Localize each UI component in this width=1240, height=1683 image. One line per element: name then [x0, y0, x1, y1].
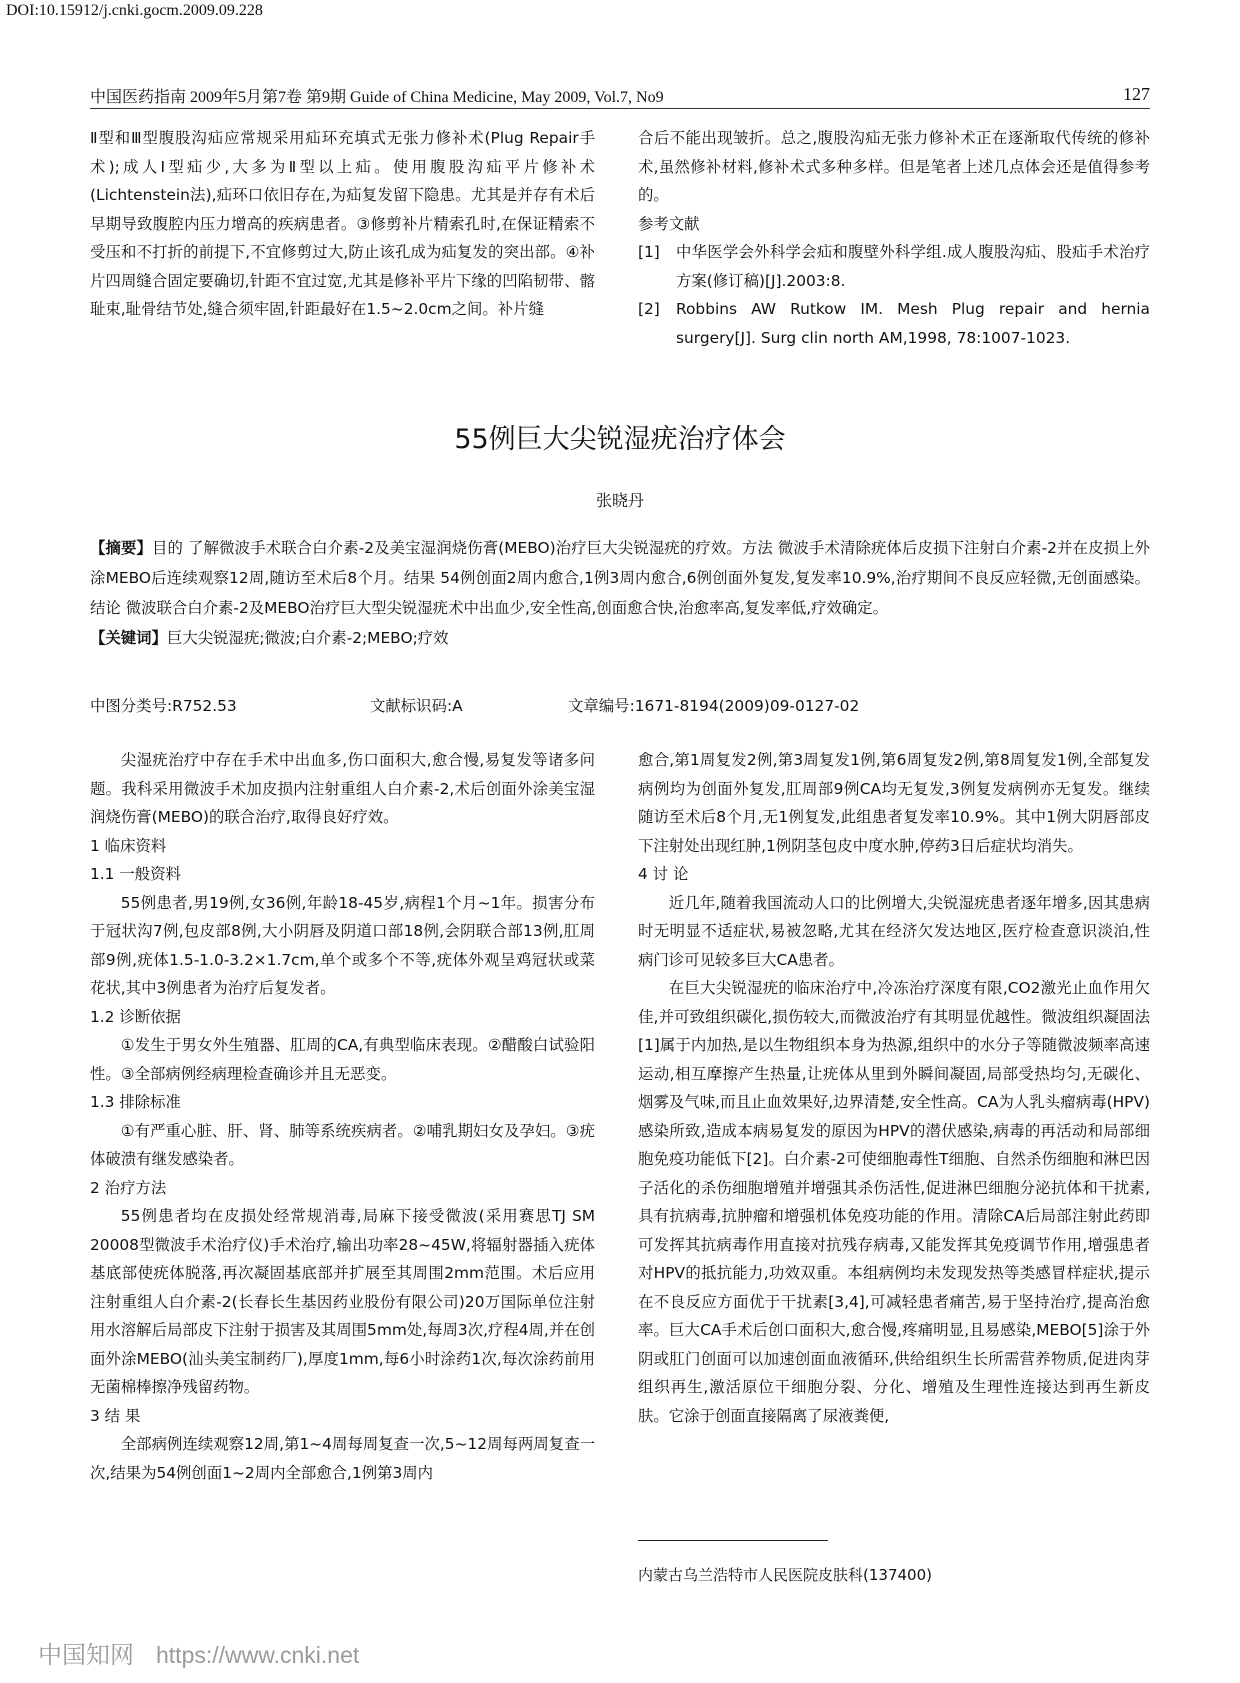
keywords — [90, 623, 1150, 653]
abstract-label: 【摘要】 — [90, 539, 153, 557]
reference-item — [638, 295, 1150, 352]
body-right-column — [638, 746, 1150, 1430]
previous-article-left-column — [90, 124, 595, 324]
abstract-text: 目的 了解微波手术联合白介素-2及美宝湿润烧伤膏(MEBO)治疗巨大尖锐湿疣的疗效。方法 微波手术清除疣体后皮损下注射白介素-2并在皮损上外涂MEBO后连续观察12周,随访至术后8个月。结果 54例创面2周内愈合,1例3周内愈合,6例创面外复发,复发率10.9%,治疗期间不良反应轻微,无创面感染。结论 微波联合白介素-2及MEBO治疗巨大型尖锐湿疣术中出血少,安全性高,创面愈合快,治愈率高,复发率低,疗效确定。 — [90, 539, 1150, 617]
clc-number: 中图分类号:R752.53 — [90, 697, 237, 715]
section-heading: 3 结 果 — [90, 1406, 141, 1425]
reference-text: Robbins AW Rutkow IM. Mesh Plug repair and hernia surgery[J]. Surg clin north AM,1998, 78:1007-1023. — [676, 300, 1150, 347]
section-heading: 1.2 诊断依据 — [90, 1007, 181, 1026]
section-heading: 2 治疗方法 — [90, 1178, 167, 1197]
previous-article-conclusion: 合后不能出现皱折。总之,腹股沟疝无张力修补术正在逐渐取代传统的修补术,虽然修补材料,修补术式多种多样。但是笔者上述几点体会还是值得参考的。 — [638, 129, 1150, 204]
abstract — [90, 533, 1150, 623]
reference-item — [638, 238, 1150, 295]
document-code: 文献标识码:A — [370, 697, 463, 715]
journal-citation: 中国医药指南 2009年5月第7卷 第9期 Guide of China Medicine, May 2009, Vol.7, No9 — [90, 89, 664, 106]
watermark-url: https://www.cnki.net — [156, 1642, 360, 1668]
reference-number: [2] — [638, 300, 660, 318]
section-heading: 1.1 一般资料 — [90, 865, 181, 883]
body-left-column — [90, 746, 595, 1487]
abstract-block — [90, 533, 1150, 653]
author-affiliation: 内蒙古乌兰浩特市人民医院皮肤科(137400) — [638, 1566, 932, 1584]
section-heading: 1 临床资料 — [90, 836, 167, 855]
section-heading: 1.3 排除标准 — [90, 1093, 181, 1111]
section-heading: 4 讨 论 — [638, 865, 689, 883]
header-rule — [90, 108, 1150, 109]
keywords-text: 巨大尖锐湿疣;微波;白介素-2;MEBO;疗效 — [166, 629, 449, 647]
body-paragraph: 近几年,随着我国流动人口的比例增大,尖锐湿疣患者逐年增多,因其患病时无明显不适症状,易被忽略,尤其在经济欠发达地区,医疗检查意识淡泊,性病门诊可见较多巨大CA患者。 — [638, 893, 1150, 969]
doi-line: DOI:10.15912/j.cnki.gocm.2009.09.228 — [6, 2, 263, 19]
body-paragraph: ①有严重心脏、肝、肾、肺等系统疾病者。②哺乳期妇女及孕妇。③疣体破溃有继发感染者。 — [90, 1121, 595, 1168]
previous-article-right-column — [638, 124, 1150, 352]
body-paragraph: 全部病例连续观察12周,第1~4周每周复查一次,5~12周每两周复查一次,结果为54例创面1~2周内全部愈合,1例第3周内 — [90, 1435, 595, 1482]
body-paragraph: ①发生于男女外生殖器、肛周的CA,有典型临床表现。②醋酸白试验阳性。③全部病例经病理检查确诊并且无恶变。 — [90, 1036, 595, 1083]
article-title: 55例巨大尖锐湿疣治疗体会 — [454, 424, 786, 455]
article-number: 文章编号:1671-8194(2009)09-0127-02 — [568, 697, 860, 715]
previous-article-text: Ⅱ型和Ⅲ型腹股沟疝应常规采用疝环充填式无张力修补术(Plug Repair手术);成人Ⅰ型疝少,大多为Ⅱ型以上疝。使用腹股沟疝平片修补术(Lichtenstein法),疝环口依旧存在,为疝复发留下隐患。尤其是并存有术后早期导致腹腔内压力增高的疾病患者。③修剪补片精索孔时,在保证精索不受压和不打折的前提下,不宜修剪过大,防止该孔成为疝复发的突出部。④补片四周缝合固定要确切,针距不宜过宽,尤其是修补平片下缘的凹陷韧带、髂耻束,耻骨结节处,缝合须牢固,针距最好在1.5~2.0cm之间。补片缝 — [90, 129, 595, 318]
cnki-watermark — [38, 1635, 359, 1670]
reference-text: 中华医学会外科学会疝和腹壁外科学组.成人腹股沟疝、股疝手术治疗方案(修订稿)[J].2003:8. — [676, 243, 1150, 290]
keywords-label: 【关键词】 — [90, 629, 167, 647]
body-paragraph: 55例患者,男19例,女36例,年龄18-45岁,病程1个月~1年。损害分布于冠状沟7例,包皮部8例,大小阴唇及阴道口部18例,会阴联合部13例,肛周部9例,疣体1.5-1.0-3.2×1.7cm,单个或多个不等,疣体外观呈鸡冠状或菜花状,其中3例患者为治疗后复发者。 — [90, 893, 595, 997]
references-heading: 参考文献 — [638, 214, 700, 233]
article-author: 张晓丹 — [595, 491, 644, 510]
reference-number: [1] — [638, 243, 660, 261]
page-number: 127 — [1123, 84, 1150, 104]
body-paragraph: 在巨大尖锐湿疣的临床治疗中,冷冻治疗深度有限,CO2激光止血作用欠佳,并可致组织碳化,损伤较大,而微波治疗有其明显优越性。微波组织凝固法[1]属于内加热,是以生物组织本身为热源,组织中的水分子等随微波频率高速运动,相互摩擦产生热量,让疣体从里到外瞬间凝固,局部受热均匀,无碳化、烟雾及气味,而且止血效果好,边界清楚,安全性高。CA为人乳头瘤病毒(HPV)感染所致,造成本病易复发的原因为HPV的潜伏感染,病毒的再活动和局部细胞免疫功能低下[2]。白介素-2可使细胞毒性T细胞、自然杀伤细胞和淋巴因子活化的杀伤细胞增殖并增强其杀伤活性,促进淋巴细胞分泌抗体和干扰素,具有抗病毒,抗肿瘤和增强机体免疫功能的作用。清除CA后局部注射此药即可发挥其抗病毒作用直接对抗残存病毒,又能发挥其免疫调节作用,增强患者对HPV的抵抗能力,功效双重。本组病例均未发现发热等类感冒样症状,提示在不良反应方面优于干扰素[3,4],可减轻患者痛苦,易于坚持治疗,提高治愈率。巨大CA手术后创口面积大,愈合慢,疼痛明显,且易感染,MEBO[5]涂于外阴或肛门创面可以加速创面血液循环,供给组织生长所需营养物质,促进肉芽组织再生,激活原位干细胞分裂、分化、增殖及生理性连接达到再生新皮肤。它涂于创面直接隔离了尿液粪便, — [638, 979, 1150, 1425]
body-paragraph: 尖湿疣治疗中存在手术中出血多,伤口面积大,愈合慢,易复发等诸多问题。我科采用微波手术加皮损内注射重组人白介素-2,术后创面外涂美宝湿润烧伤膏(MEBO)的联合治疗,取得良好疗效。 — [90, 751, 595, 826]
body-paragraph: 55例患者均在皮损处经常规消毒,局麻下接受微波(采用赛思TJ SM 20008型微波手术治疗仪)手术治疗,输出功率28~45W,将辐射器插入疣体基底部使疣体脱落,再次凝固基底部并扩展至其周围2mm范围。术后应用注射重组人白介素-2(长春长生基因药业股份有限公司)20万国际单位注射用水溶解后局部皮下注射于损害及其周围5mm处,每周3次,疗程4周,并在创面外涂MEBO(汕头美宝制药厂),厚度1mm,每6小时涂药1次,每次涂药前用无菌棉棒擦净残留药物。 — [90, 1207, 595, 1396]
body-paragraph: 愈合,第1周复发2例,第3周复发1例,第6周复发2例,第8周复发1例,全部复发病例均为创面外复发,肛周部9例CA均无复发,3例复发病例亦无复发。继续随访至术后8个月,无1例复发,此组患者复发率10.9%。其中1例大阴唇部皮下注射处出现红肿,1例阴茎包皮中度水肿,停药3日后症状均消失。 — [638, 751, 1150, 855]
watermark-site: 中国知网 — [38, 1641, 134, 1669]
running-header — [90, 84, 1150, 107]
footnote-rule — [638, 1540, 828, 1541]
